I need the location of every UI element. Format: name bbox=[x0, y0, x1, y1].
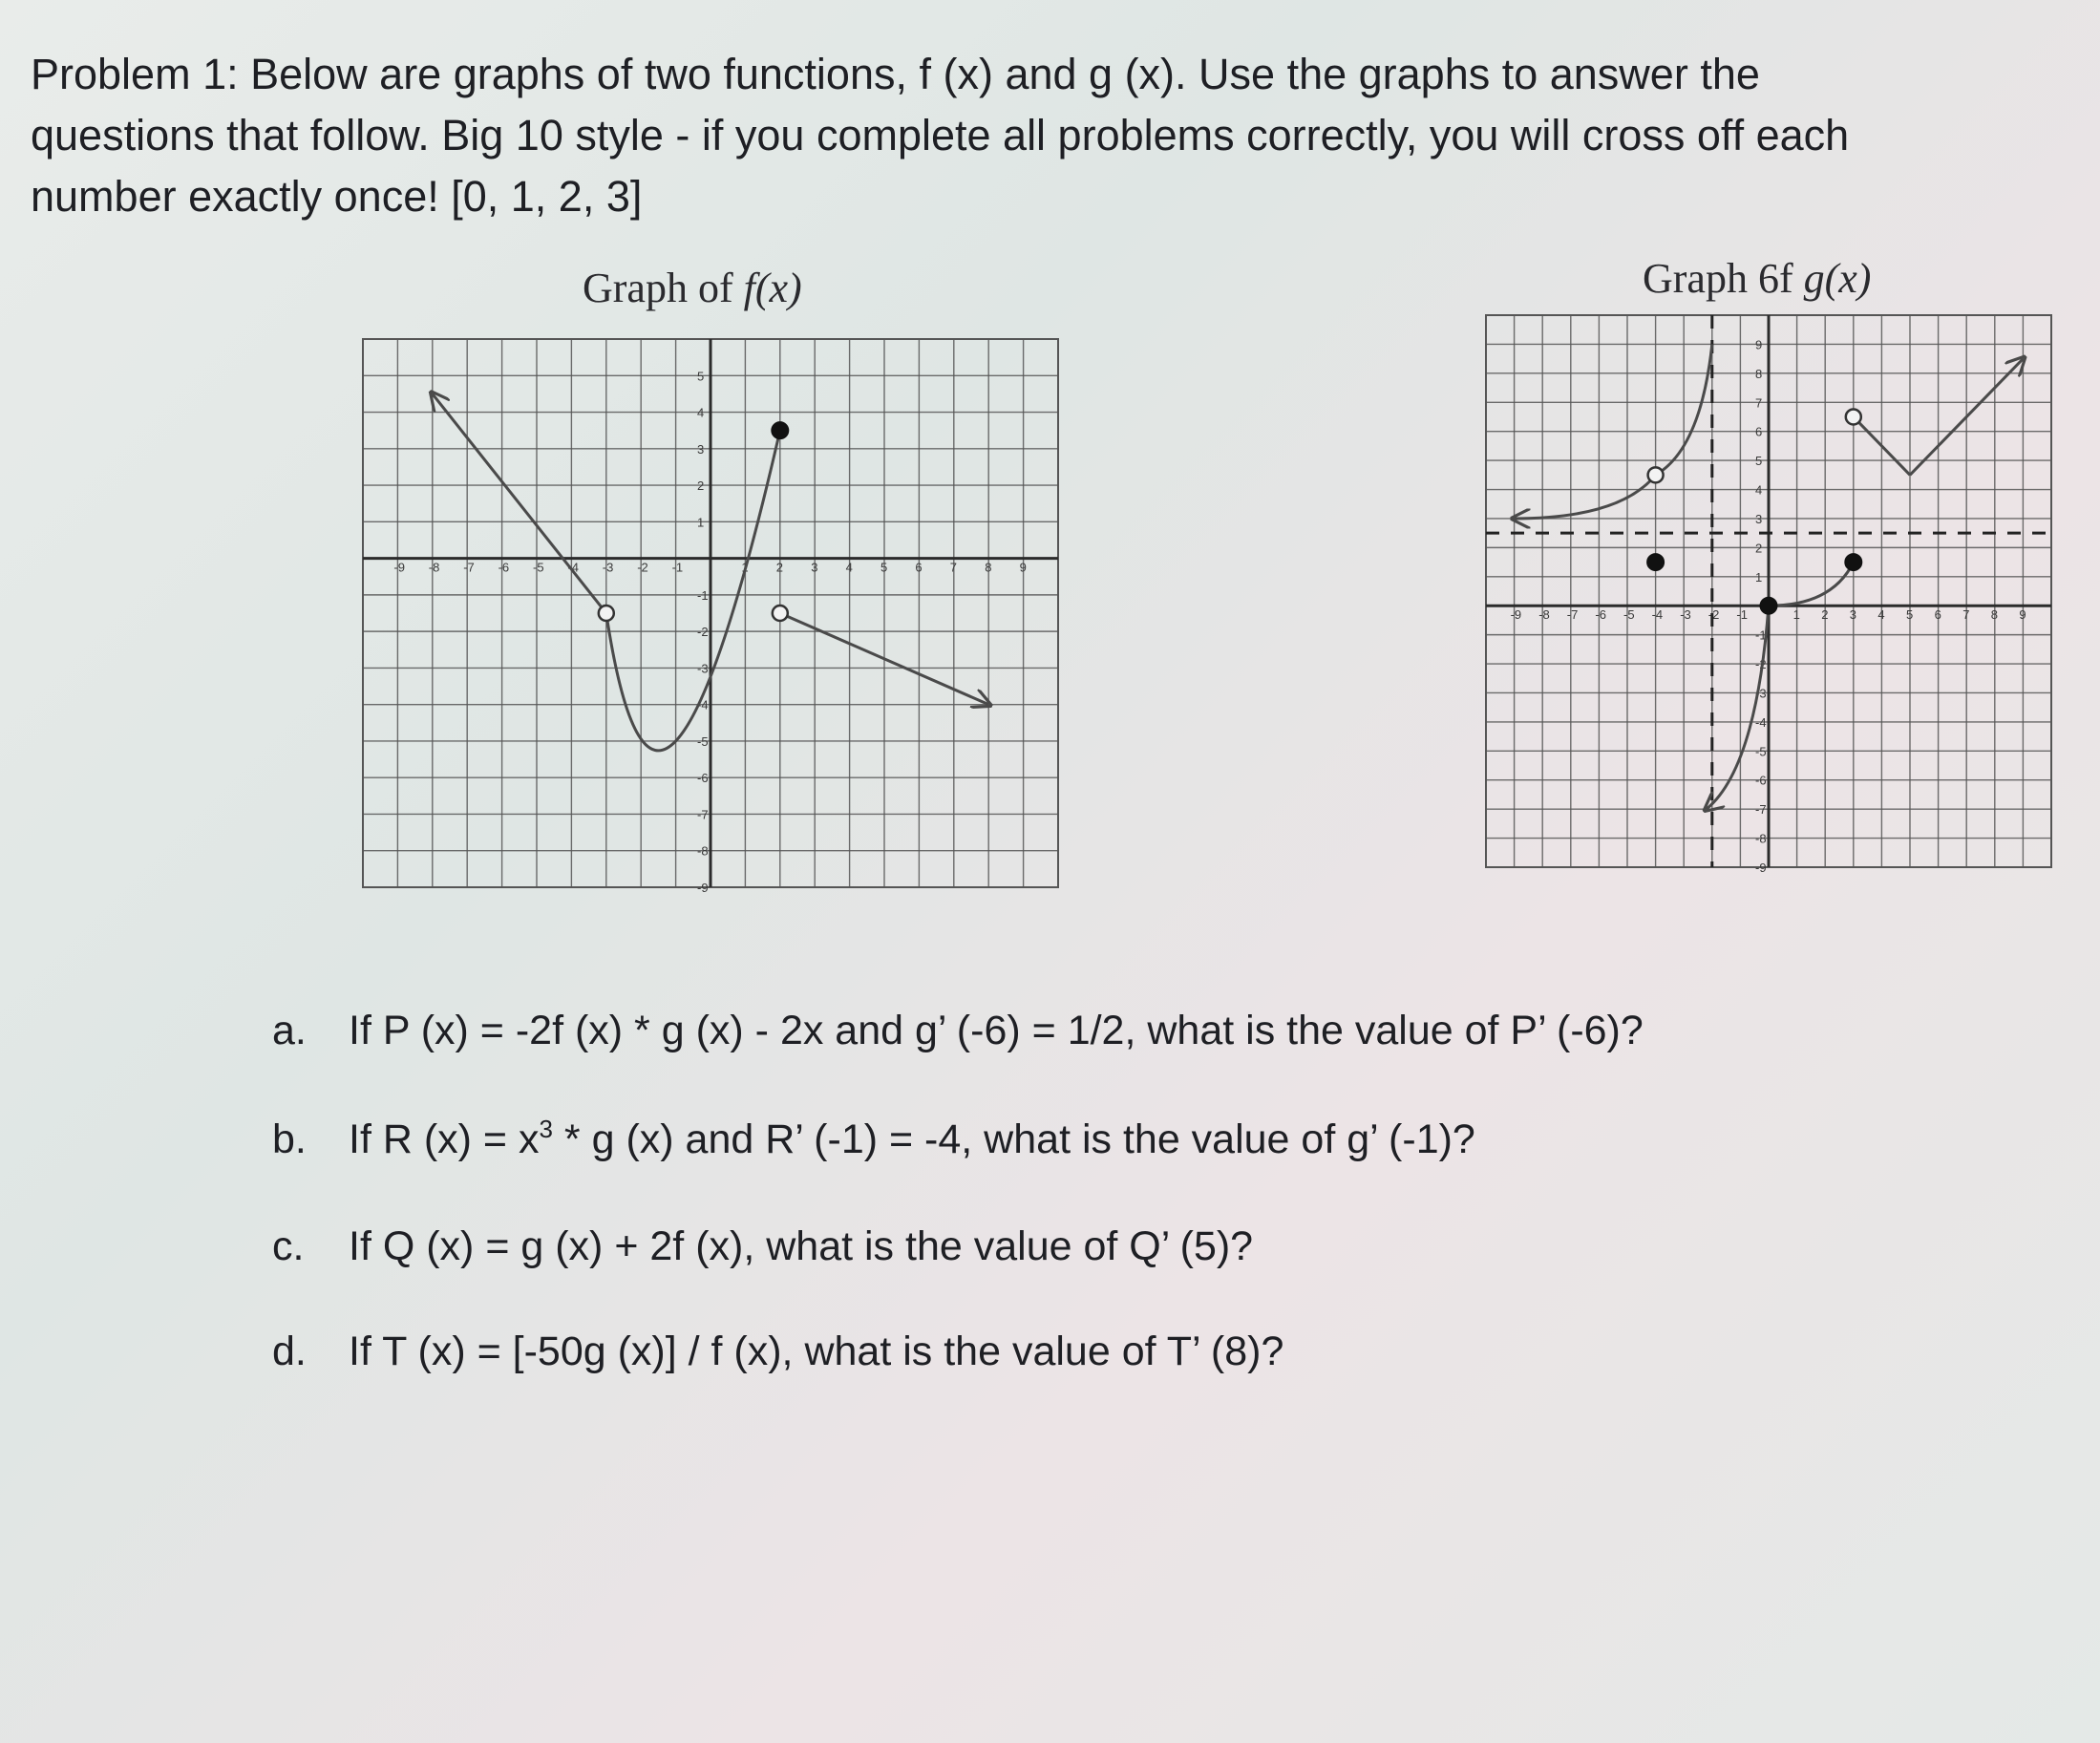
x-tick-label: 5 bbox=[1906, 607, 1914, 623]
y-tick-label: -3 bbox=[1755, 686, 1767, 701]
y-tick-label: -1 bbox=[1755, 627, 1767, 643]
x-tick-label: 1 bbox=[741, 560, 749, 575]
problem-statement bbox=[31, 44, 2046, 227]
y-tick-label: 3 bbox=[1755, 511, 1763, 526]
x-tick-label: 3 bbox=[811, 560, 818, 575]
y-tick-label: 1 bbox=[1755, 569, 1763, 585]
x-tick-label: -6 bbox=[1595, 607, 1606, 623]
y-tick-label: -7 bbox=[1755, 802, 1767, 818]
y-tick-label: -3 bbox=[697, 661, 709, 676]
problem-line-2: questions that follow. Big 10 style - if you complete all problems correctly, you will cross off each bbox=[31, 111, 1850, 159]
x-tick-label: 2 bbox=[1821, 607, 1829, 623]
y-tick-label: -5 bbox=[697, 733, 709, 749]
y-tick-label: -4 bbox=[1755, 714, 1767, 730]
x-tick-label: 2 bbox=[775, 560, 784, 575]
question-b bbox=[272, 1116, 1475, 1163]
y-tick-label: 2 bbox=[1755, 541, 1763, 556]
question-text-rest: * g (x) and R’ (-1) = -4, what is the value of g’ (-1)? bbox=[552, 1116, 1475, 1162]
open-point bbox=[599, 606, 614, 621]
graph-f-title-prefix: Graph of bbox=[583, 265, 744, 311]
x-tick-label: -4 bbox=[1651, 607, 1664, 623]
x-tick-label: 4 bbox=[1877, 607, 1885, 623]
x-tick-label: -9 bbox=[393, 560, 405, 575]
x-tick-label: 3 bbox=[1849, 607, 1857, 623]
open-point bbox=[773, 606, 788, 621]
x-tick-label: -1 bbox=[671, 560, 684, 575]
question-text: If R (x) = x bbox=[349, 1116, 540, 1162]
x-tick-label: -8 bbox=[1538, 607, 1550, 623]
y-tick-label: 8 bbox=[1755, 366, 1763, 381]
function-segment bbox=[606, 431, 780, 751]
exponent: 3 bbox=[539, 1115, 553, 1143]
closed-point bbox=[772, 422, 789, 439]
x-tick-label: -9 bbox=[1510, 607, 1522, 623]
x-tick-label: 8 bbox=[985, 560, 992, 575]
x-tick-label: -1 bbox=[1736, 607, 1748, 623]
y-tick-label: -9 bbox=[697, 881, 709, 895]
question-letter: b. bbox=[272, 1116, 307, 1162]
y-tick-label: -8 bbox=[697, 843, 709, 859]
y-tick-label: 1 bbox=[697, 515, 705, 530]
graph-f-title-func: f(x) bbox=[743, 265, 802, 311]
function-segment bbox=[1769, 563, 1854, 606]
question-d bbox=[272, 1329, 1283, 1375]
function-segment bbox=[433, 393, 606, 613]
closed-point bbox=[1647, 554, 1665, 571]
y-tick-label: -6 bbox=[1755, 773, 1767, 788]
y-tick-label: 5 bbox=[1755, 454, 1763, 469]
graph-g-title-of: 6f bbox=[1757, 255, 1804, 302]
y-tick-label: -5 bbox=[1755, 744, 1767, 759]
x-tick-label: 6 bbox=[1934, 607, 1941, 623]
problem-line-1: Problem 1: Below are graphs of two functions, f (x) and g (x). Use the graphs to answer the bbox=[31, 50, 1760, 98]
y-tick-label: -2 bbox=[697, 625, 709, 640]
graph-f-title bbox=[583, 264, 802, 312]
graph-g bbox=[1486, 315, 2051, 875]
open-point bbox=[1846, 409, 1861, 424]
x-tick-label: -2 bbox=[1708, 607, 1720, 623]
y-tick-label: 7 bbox=[1755, 395, 1763, 411]
graph-g-title bbox=[1643, 254, 1871, 303]
function-segment bbox=[1515, 475, 1656, 519]
x-tick-label: -3 bbox=[602, 560, 614, 575]
problem-line-3: number exactly once! [0, 1, 2, 3] bbox=[31, 172, 643, 221]
x-tick-label: -5 bbox=[533, 560, 544, 575]
question-letter: c. bbox=[272, 1223, 305, 1269]
x-tick-label: 9 bbox=[2019, 607, 2026, 623]
graph-g-title-func: g(x) bbox=[1803, 255, 1872, 302]
x-tick-label: 6 bbox=[915, 560, 923, 575]
graph-g-title-prefix: Graph bbox=[1643, 255, 1758, 302]
y-tick-label: 2 bbox=[697, 478, 705, 494]
y-tick-label: -9 bbox=[1755, 861, 1767, 875]
question-c bbox=[272, 1223, 1253, 1270]
x-tick-label: -7 bbox=[1566, 607, 1579, 623]
x-tick-label: 9 bbox=[1019, 560, 1027, 575]
question-letter: d. bbox=[272, 1329, 307, 1374]
graph-f bbox=[363, 339, 1058, 895]
y-tick-label: -8 bbox=[1755, 831, 1767, 846]
y-tick-label: -2 bbox=[1755, 657, 1767, 672]
question-text: If T (x) = [-50g (x)] / f (x), what is the value of T’ (8)? bbox=[349, 1329, 1284, 1374]
x-tick-label: 8 bbox=[1990, 607, 1999, 623]
y-tick-label: 4 bbox=[697, 405, 705, 420]
y-tick-label: 4 bbox=[1755, 482, 1763, 498]
question-letter: a. bbox=[272, 1008, 307, 1053]
x-tick-label: -7 bbox=[463, 560, 475, 575]
x-tick-label: -3 bbox=[1680, 607, 1691, 623]
y-tick-label: -6 bbox=[697, 771, 709, 786]
question-text: If Q (x) = g (x) + 2f (x), what is the value of Q’ (5)? bbox=[349, 1223, 1254, 1269]
x-tick-label: -8 bbox=[428, 560, 440, 575]
open-point bbox=[1648, 467, 1664, 482]
y-tick-label: 3 bbox=[697, 441, 705, 457]
x-tick-label: 1 bbox=[1792, 607, 1800, 623]
x-tick-label: -6 bbox=[498, 560, 510, 575]
y-tick-label: -1 bbox=[697, 587, 709, 603]
x-tick-label: 4 bbox=[845, 560, 853, 575]
question-a bbox=[272, 1008, 1644, 1054]
question-text: If P (x) = -2f (x) * g (x) - 2x and g’ (-6) = 1/2, what is the value of P’ (-6)? bbox=[349, 1008, 1644, 1053]
closed-point bbox=[1760, 597, 1777, 614]
x-tick-label: -2 bbox=[637, 560, 648, 575]
y-tick-label: -4 bbox=[697, 697, 709, 712]
x-tick-label: -4 bbox=[567, 560, 579, 575]
x-tick-label: 7 bbox=[1962, 607, 1970, 623]
closed-point bbox=[1845, 554, 1862, 571]
x-tick-label: 5 bbox=[880, 560, 888, 575]
x-tick-label: 7 bbox=[949, 560, 958, 575]
y-tick-label: 6 bbox=[1755, 424, 1763, 439]
y-tick-label: -7 bbox=[697, 807, 709, 822]
y-tick-label: 9 bbox=[1755, 337, 1763, 352]
x-tick-label: -5 bbox=[1623, 607, 1635, 623]
y-tick-label: 5 bbox=[697, 369, 705, 384]
